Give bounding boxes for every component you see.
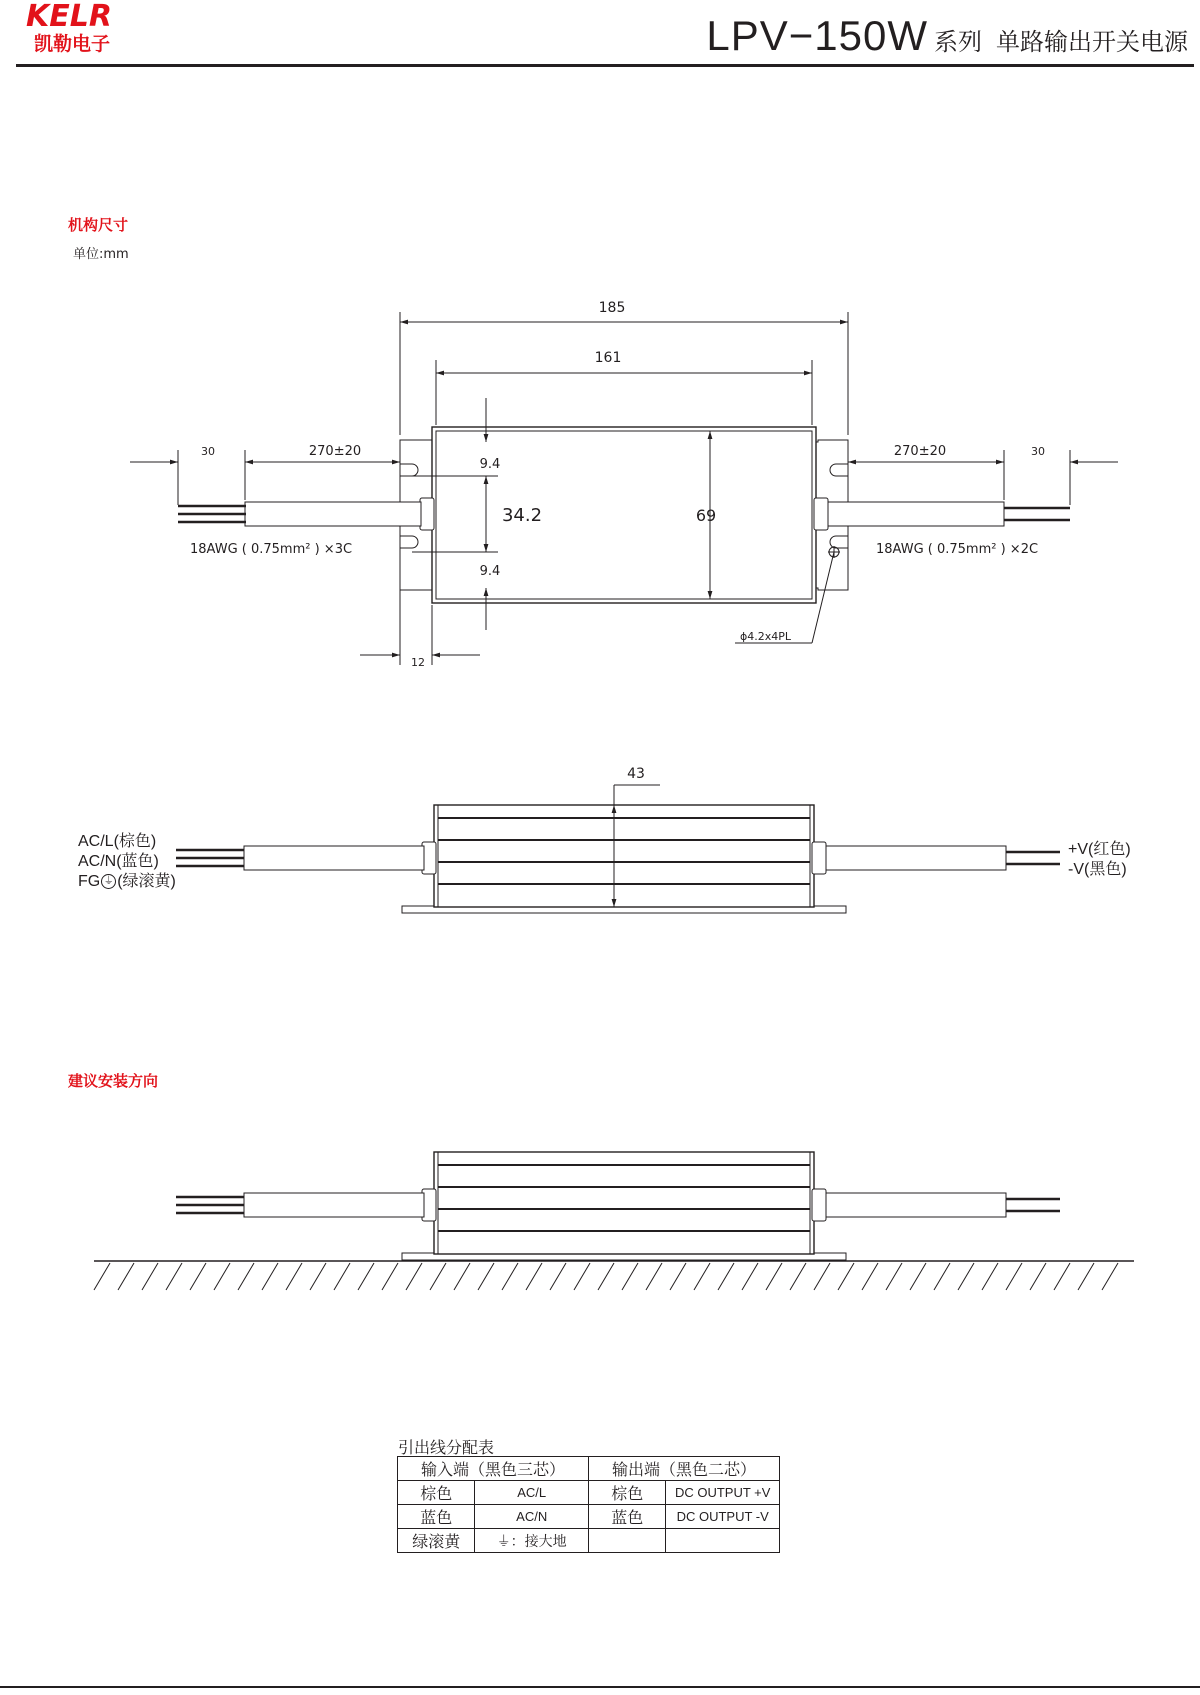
hole-spec: ϕ4.2x4PL <box>740 630 792 643</box>
wire-label-positive: +V(红色) <box>1068 841 1131 858</box>
dim-left-cable: 270±20 <box>308 444 362 459</box>
brand-logo <box>22 0 172 56</box>
ground-hatch-line <box>262 1263 278 1290</box>
ground-hatch-line <box>382 1263 398 1290</box>
output-header: 输出端（黑色二芯） <box>589 1457 780 1481</box>
product-description: 单路输出开关电源 <box>996 29 1188 56</box>
output-wire-labels <box>1068 840 1131 880</box>
ground-hatch-line <box>238 1263 254 1290</box>
model-name: LPV−150W <box>706 12 928 59</box>
ground-hatch-line <box>886 1263 902 1290</box>
dim-body-length: 161 <box>594 350 622 366</box>
ground-hatch-line <box>670 1263 686 1290</box>
ground-hatch-line <box>814 1263 830 1290</box>
table-row: 绿滚黄 ⏚：接大地 <box>398 1529 780 1553</box>
ground-hatch-line <box>310 1263 326 1290</box>
ground-hatch-line <box>1006 1263 1022 1290</box>
ground-hatch-line <box>526 1263 542 1290</box>
wire-label-acl: AC/L(棕色) <box>78 833 157 850</box>
page-title <box>706 12 1188 60</box>
header-rule <box>16 64 1194 67</box>
ground-hatch-line <box>94 1263 110 1290</box>
pin-assignment-table <box>397 1456 780 1553</box>
logo-cn-text: 凯勒电子 <box>34 33 111 55</box>
ground-hatch-line <box>334 1263 350 1290</box>
ground-hatch-line <box>1030 1263 1046 1290</box>
pin-table-title: 引出线分配表 <box>398 1438 495 1457</box>
dim-left-strip: 30 <box>201 445 215 458</box>
section-title-mounting: 建议安装方向 <box>68 1072 159 1090</box>
ground-hatch-line <box>1078 1263 1094 1290</box>
ground-hatch-line <box>574 1263 590 1290</box>
ground-hatch-line <box>718 1263 734 1290</box>
ground-hatch-line <box>1102 1263 1118 1290</box>
ground-hatch-line <box>430 1263 446 1290</box>
footer-rule <box>0 1686 1200 1688</box>
ground-hatch-line <box>502 1263 518 1290</box>
ground-hatch-line <box>982 1263 998 1290</box>
ground-hatch-line <box>118 1263 134 1290</box>
section-title-dimensions: 机构尺寸 <box>68 216 129 234</box>
dim-flange: 12 <box>411 656 425 669</box>
ground-hatch-line <box>406 1263 422 1290</box>
ground-hatch-line <box>910 1263 926 1290</box>
input-wire-labels <box>78 832 176 892</box>
unit-label: 单位:mm <box>73 247 129 262</box>
dim-right-cable: 270±20 <box>893 444 947 459</box>
ground-hatch-line <box>646 1263 662 1290</box>
ground-hatch-line <box>598 1263 614 1290</box>
table-row: 棕色 AC/L 棕色 DC OUTPUT +V <box>398 1481 780 1505</box>
ground-hatch-line <box>622 1263 638 1290</box>
table-row: 蓝色 AC/N 蓝色 DC OUTPUT -V <box>398 1505 780 1529</box>
ground-hatch-line <box>214 1263 230 1290</box>
left-cable-spec: 18AWG ( 0.75mm² ) ×3C <box>190 542 353 557</box>
input-header: 输入端（黑色三芯） <box>398 1457 589 1481</box>
dim-height: 43 <box>627 766 645 782</box>
mounting-drawing <box>0 1140 1200 1300</box>
ground-hatch-line <box>934 1263 950 1290</box>
ground-hatch-line <box>742 1263 758 1290</box>
logo-text: KELR <box>26 0 112 34</box>
ground-icon: ⏚ <box>101 874 116 889</box>
ground-hatch-line <box>1054 1263 1070 1290</box>
table-header-row <box>398 1457 780 1481</box>
wire-label-negative: -V(黑色) <box>1068 861 1127 878</box>
ground-hatch-line <box>550 1263 566 1290</box>
ground-hatch-line <box>478 1263 494 1290</box>
dim-right-strip: 30 <box>1031 445 1045 458</box>
ground-hatch-line <box>454 1263 470 1290</box>
dim-hole-offset-bottom: 9.4 <box>479 564 501 579</box>
dim-width: 69 <box>695 506 717 525</box>
side-view-drawing <box>0 750 1200 940</box>
dim-hole-spacing: 34.2 <box>501 505 543 526</box>
ground-hatch-line <box>142 1263 158 1290</box>
ground-hatch-line <box>358 1263 374 1290</box>
ground-hatch-line <box>766 1263 782 1290</box>
ground-hatch-line <box>958 1263 974 1290</box>
ground-hatch-line <box>694 1263 710 1290</box>
series-label: 系列 <box>934 29 982 56</box>
ground-hatch-line <box>790 1263 806 1290</box>
ground-hatch-line <box>166 1263 182 1290</box>
ground-hatch-line <box>286 1263 302 1290</box>
right-cable-spec: 18AWG ( 0.75mm² ) ×2C <box>876 542 1039 557</box>
top-view-drawing <box>0 280 1200 680</box>
dim-hole-offset-top: 9.4 <box>479 457 501 472</box>
ground-hatch-line <box>838 1263 854 1290</box>
dim-total-length: 185 <box>598 300 626 316</box>
wire-label-fg: FG ⏚ (绿滚黄) <box>78 873 176 890</box>
ground-hatch-line <box>190 1263 206 1290</box>
wire-label-acn: AC/N(蓝色) <box>78 853 159 870</box>
ground-hatch-line <box>862 1263 878 1290</box>
